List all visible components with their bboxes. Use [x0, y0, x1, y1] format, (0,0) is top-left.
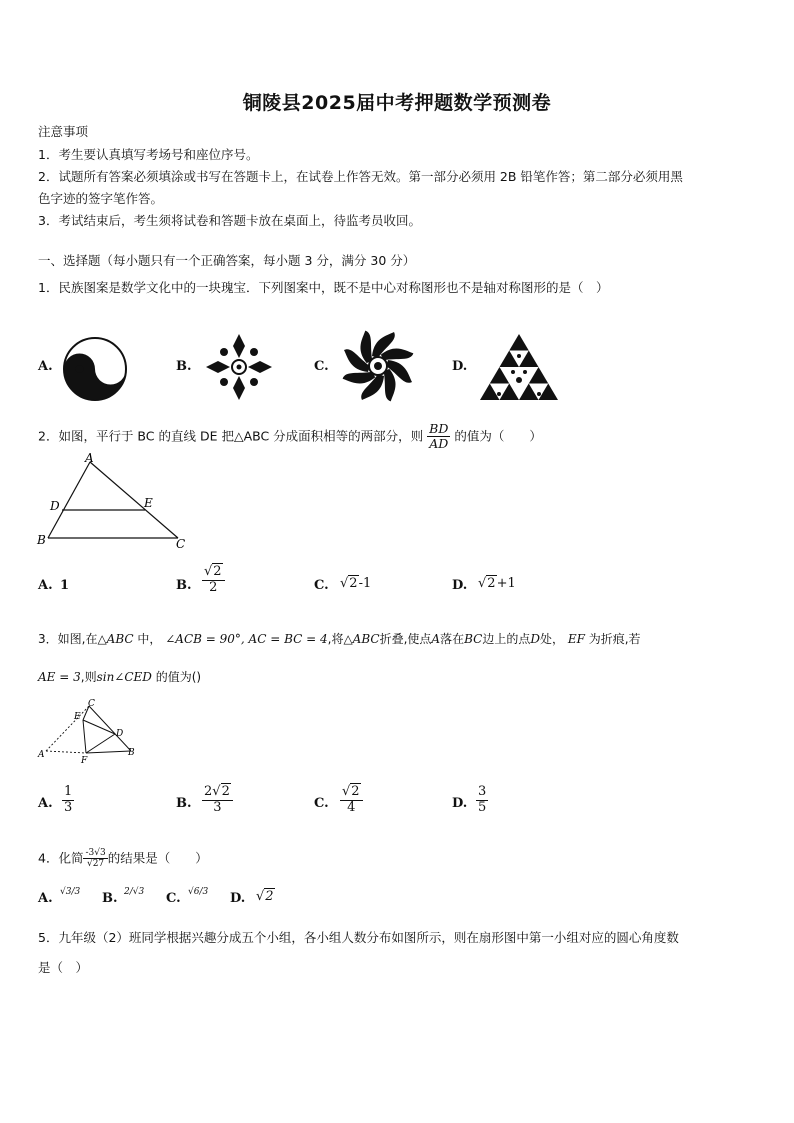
q3-opt-b-rad: 2 — [221, 784, 230, 799]
yin-yang-pattern — [62, 336, 128, 402]
q1-option-c-label: C. — [314, 359, 329, 374]
q2-option-c: √2-1 — [340, 576, 372, 591]
q3-opt-d-den: 5 — [478, 799, 487, 815]
question-5-line-2: 是（ ） — [38, 960, 89, 975]
q3-opt-a-den: 3 — [64, 799, 73, 815]
q4-fraction — [83, 848, 107, 870]
q1-option-d-label: D. — [452, 359, 468, 374]
question-5-line-1: 5．九年级（2）班同学根据兴趣分成五个小组，各小组人数分布如图所示，则在扇形图中第一小组对应的圆心角度数 — [38, 930, 679, 945]
q3-option-c-label: C. — [314, 796, 329, 811]
q2-triangle-diagram — [34, 452, 194, 552]
q3-label-f: F — [81, 756, 88, 764]
q1-option-a-label: A. — [38, 359, 53, 374]
q2-option-d: √2+1 — [478, 576, 516, 591]
q4-option-b: 2/√3 — [124, 887, 145, 897]
q2-label-e: E — [144, 496, 153, 510]
q3-sin: sin∠CED — [96, 670, 152, 684]
question-3-line-2 — [38, 668, 201, 685]
q4-num: -3√3 — [85, 848, 106, 858]
q3-text-f: 边上的点 — [482, 632, 531, 646]
q3-label-a: A — [38, 750, 45, 760]
q3-opt-b-coef: 2 — [204, 784, 213, 799]
q2-opt-d-rad: 2 — [487, 576, 496, 591]
q2-frac-den: AD — [429, 436, 449, 452]
q3-text-c: ,将 — [327, 632, 344, 646]
q3-label-e: E — [74, 712, 81, 722]
q2-text-b: 的值为（ ） — [454, 428, 542, 444]
q3-label-b: B — [128, 748, 135, 758]
q3-triangle-1: △ABC — [97, 632, 134, 646]
q3-opt-a-num: 1 — [64, 784, 73, 799]
q3-text-e: 落在 — [440, 632, 465, 646]
q4-option-b-label: B. — [102, 891, 118, 906]
notice-item-2: 2．试题所有答案必须填涂或书写在答题卡上，在试卷上作答无效。第一部分必须用 2B 铅笔作答；第二部分必须用黑 — [38, 169, 683, 184]
q4-option-a: √3/3 — [60, 887, 81, 897]
q2-frac-num: BD — [429, 421, 449, 436]
page-title: 铜陵县2025届中考押题数学预测卷 — [242, 92, 552, 114]
q3-text-j: 的值为() — [155, 670, 202, 684]
q3-option-d — [476, 785, 488, 816]
question-2-text — [38, 422, 542, 452]
q3-opt-d-num: 3 — [478, 784, 487, 799]
q4-option-d: √2 — [256, 889, 274, 904]
q4-option-c: √6/3 — [188, 887, 209, 897]
q4-text-b: 的结果是（ ） — [107, 850, 208, 866]
notice-heading: 注意事项 — [38, 124, 89, 139]
q2-option-d-label: D. — [452, 578, 468, 593]
sierpinski-triangle-pattern — [478, 332, 560, 402]
q3-option-b: $\frac{2√2}{3}$ — [202, 785, 233, 816]
q3-option-a-label: A. — [38, 796, 53, 811]
q2-option-c-label: C. — [314, 578, 329, 593]
floral-cross-pattern — [204, 332, 274, 402]
q3-option-c: $\frac{√2}{4}$ — [340, 785, 363, 816]
q2-option-a: 1 — [60, 578, 70, 593]
q1-option-b-label: B. — [176, 359, 192, 374]
q3-fold-diagram — [36, 696, 146, 764]
q3-opt-c-rad: 2 — [351, 784, 360, 799]
q3-option-a — [62, 785, 74, 816]
q2-opt-c-tail: -1 — [358, 576, 372, 591]
q3-text-i: ,则 — [80, 670, 97, 684]
q2-opt-c-rad: 2 — [349, 576, 358, 591]
notice-item-1: 1．考生要认真填写考场号和座位序号。 — [38, 147, 259, 162]
q3-segment-bc: BC — [464, 632, 483, 646]
notice-item-2-cont: 色字迹的签字笔作答。 — [38, 191, 164, 206]
q3-label-c: C — [88, 699, 95, 709]
q3-text-h: 为折痕,若 — [588, 632, 641, 646]
q3-triangle-2: △ABC — [343, 632, 380, 646]
q3-opt-c-den: 4 — [347, 799, 356, 815]
q3-point-a: A — [431, 632, 441, 646]
q2-option-a-label: A. — [38, 578, 53, 593]
q2-text-a: 2．如图，平行于 BC 的直线 DE 把△ABC 分成面积相等的两部分，则 — [38, 428, 424, 444]
q4-text-a: 4．化简 — [38, 850, 84, 866]
q2-opt-b-rad: 2 — [213, 564, 222, 579]
q3-condition: ∠ACB = 90°, AC = BC = 4 — [165, 632, 328, 646]
q3-option-d-label: D. — [452, 796, 468, 811]
q4-option-a-label: A. — [38, 891, 53, 906]
question-4-text — [38, 848, 208, 870]
q3-text-g: 处， — [539, 632, 564, 646]
question-1-text: 1．民族图案是数学文化中的一块瑰宝．下列图案中，既不是中心对称图形也不是轴对称图形的是（ ） — [38, 280, 609, 295]
q2-option-b: $\frac{√2}{2}$ — [202, 565, 225, 596]
q2-opt-d-tail: +1 — [496, 576, 516, 591]
q4-option-c-label: C. — [166, 891, 181, 906]
q3-text-a: 3．如图,在 — [38, 632, 98, 646]
q2-label-a: A — [85, 452, 94, 465]
q2-label-d: D — [50, 499, 60, 513]
q2-label-b: B — [37, 533, 46, 547]
q3-ae: AE = 3 — [38, 670, 81, 684]
q3-option-b-label: B. — [176, 796, 192, 811]
q3-text-b: 中， — [137, 632, 162, 646]
q2-label-c: C — [176, 537, 186, 551]
q3-opt-b-den: 3 — [213, 799, 222, 815]
q2-opt-b-den: 2 — [209, 579, 218, 595]
q4-opt-d-rad: 2 — [265, 889, 274, 904]
q2-option-b-label: B. — [176, 578, 192, 593]
q4-den: √27 — [86, 859, 105, 870]
q3-ef: EF — [567, 632, 585, 646]
q3-text-d: 折叠,使点 — [379, 632, 432, 646]
pinwheel-flower-pattern — [342, 330, 414, 402]
question-3-line-1 — [38, 630, 641, 647]
notice-item-3: 3．考试结束后，考生须将试卷和答题卡放在桌面上，待监考员收回。 — [38, 213, 421, 228]
q2-fraction — [427, 422, 450, 452]
q4-option-d-label: D. — [230, 891, 246, 906]
q3-label-d: D — [116, 729, 124, 739]
q3-point-d: D — [530, 632, 540, 646]
section-heading: 一、选择题（每小题只有一个正确答案，每小题 3 分，满分 30 分） — [38, 253, 416, 268]
